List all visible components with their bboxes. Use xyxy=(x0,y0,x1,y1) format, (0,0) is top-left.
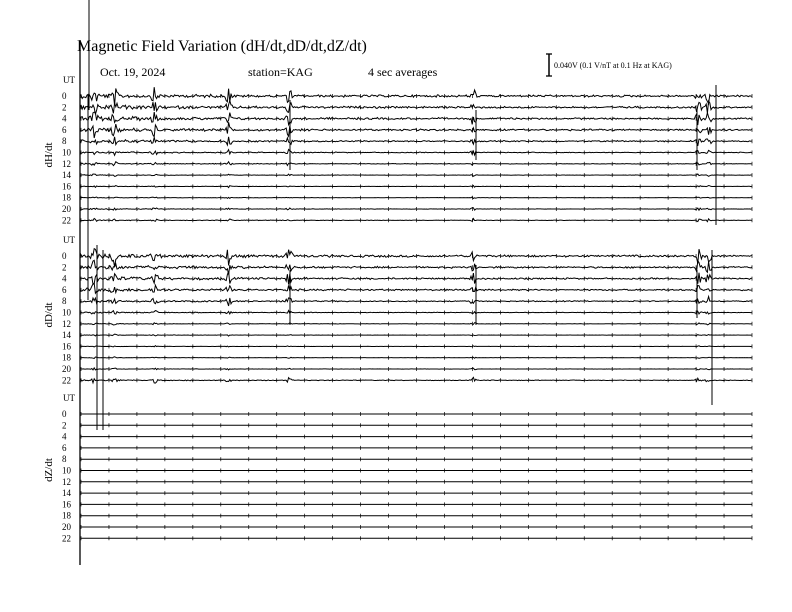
row-label: 18 xyxy=(62,192,71,203)
series-trace xyxy=(81,297,752,306)
row-label: 10 xyxy=(62,465,71,476)
ut-label: UT xyxy=(63,393,75,403)
row-label: 20 xyxy=(62,522,71,532)
row-label: 22 xyxy=(62,533,71,544)
row-label: 0 xyxy=(62,251,67,261)
row-label: 6 xyxy=(62,442,67,453)
row-label: 2 xyxy=(62,262,67,273)
row-label: 20 xyxy=(62,204,71,214)
panel-ylabel: dD/dt xyxy=(43,302,55,328)
row-label: 10 xyxy=(62,307,71,318)
row-label: 12 xyxy=(62,318,71,329)
row-label: 18 xyxy=(62,510,71,521)
row-label: 22 xyxy=(62,375,71,386)
series-trace xyxy=(81,271,752,284)
series-trace xyxy=(81,122,752,138)
row-label: 14 xyxy=(62,330,71,341)
row-label: 14 xyxy=(62,170,71,181)
ut-label: UT xyxy=(63,75,75,85)
row-label: 8 xyxy=(62,454,67,465)
date-label: Oct. 19, 2024 xyxy=(100,65,166,79)
row-label: 0 xyxy=(62,409,67,419)
row-label: 16 xyxy=(62,341,71,352)
row-label: 16 xyxy=(62,499,71,510)
row-label: 20 xyxy=(62,364,71,374)
row-label: 14 xyxy=(62,488,71,499)
row-label: 16 xyxy=(62,181,71,192)
row-label: 12 xyxy=(62,476,71,487)
series-trace xyxy=(81,260,752,274)
row-label: 22 xyxy=(62,215,71,226)
row-label: 6 xyxy=(62,124,67,135)
row-label: 12 xyxy=(62,158,71,169)
row-label: 0 xyxy=(62,91,67,101)
row-label: 10 xyxy=(62,147,71,158)
row-label: 2 xyxy=(62,102,67,113)
row-label: 6 xyxy=(62,284,67,295)
scale-label: 0.040V (0.1 V/nT at 0.1 Hz at KAG) xyxy=(554,61,672,70)
station-label: station=KAG xyxy=(248,65,313,79)
row-label: 2 xyxy=(62,420,67,431)
row-label: 4 xyxy=(62,431,67,442)
panel-ylabel: dH/dt xyxy=(43,142,55,168)
row-label: 18 xyxy=(62,352,71,363)
series-trace xyxy=(81,112,752,125)
row-label: 4 xyxy=(62,113,67,124)
panel-ylabel: dZ/dt xyxy=(43,458,55,482)
averaging-label: 4 sec averages xyxy=(368,65,438,79)
series-trace xyxy=(81,137,752,146)
row-label: 8 xyxy=(62,296,67,307)
row-label: 4 xyxy=(62,273,67,284)
chart-title: Magnetic Field Variation (dH/dt,dD/dt,dZ/dt) xyxy=(77,38,367,55)
row-label: 8 xyxy=(62,136,67,147)
ut-label: UT xyxy=(63,235,75,245)
